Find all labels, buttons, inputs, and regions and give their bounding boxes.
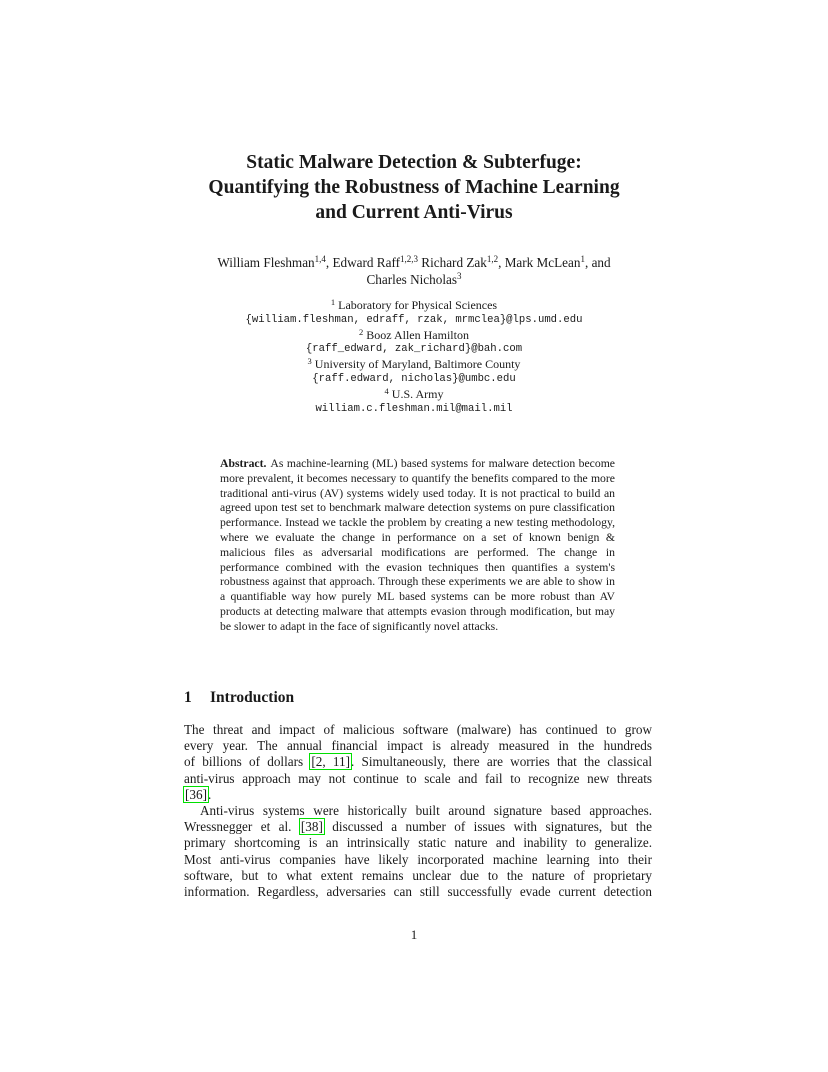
abstract-label: Abstract. <box>220 457 267 470</box>
paper-title <box>150 150 678 225</box>
section-heading <box>184 688 294 708</box>
author-affiliation-mark: 1,4 <box>314 254 326 264</box>
body-line: anti-virus approach may not continue to scale and fail to recognize new threats <box>184 770 652 786</box>
citation-link[interactable]: [36] <box>185 786 207 802</box>
title-line-3: and Current Anti-Virus <box>315 202 513 223</box>
abstract-text: As machine-learning (ML) based systems for malware detection become more prevalent, it becomes necessary to quantify the benefits compared to the more traditional anti-virus (AV) systems widely used today. It is not practical to build an agreed upon test set to benchmark malware detection systems on pure classification performance. Instead we tackle the problem by creating a new testing methodology, where we evaluate the change in performance on a set of known benign & malicious files as adversarial modifications are performed. The change in performance combined with the evasion techniques then quantifies a system's robustness against that approach. Through these experiments we are able to show in a quantifiable way how purely ML based systems can be more robust than AV products at detecting malware that attempts evasion through modification, but may be slower to adapt in the face of significantly novel attacks. <box>220 457 615 633</box>
section-title: Introduction <box>210 689 295 706</box>
title-line-2: Quantifying the Robustness of Machine Learning <box>208 177 620 198</box>
citation-link[interactable]: [2, 11] <box>311 754 350 770</box>
affiliation-org: $^1$ Laboratory for Physical Sciences <box>330 297 498 312</box>
author-name: Richard Zak <box>421 255 487 270</box>
citation-link[interactable]: [38] <box>300 819 323 835</box>
author-affiliation-mark: 1,2,3 <box>400 254 418 264</box>
page-number: 1 <box>410 927 418 942</box>
body-line: Wressnegger et al. [38] discussed a number of issues with signatures, but the <box>184 819 653 835</box>
author-name: Mark McLean <box>504 255 581 270</box>
section-number: 1 <box>184 689 192 706</box>
affiliation-email: {william.fleshman, edraff, rzak, mrmclea}@lps.umd.edu <box>245 313 583 326</box>
affiliation-email: william.c.fleshman.mil@mail.mil <box>315 402 513 415</box>
author-separator: , and <box>584 255 611 270</box>
affiliation-email: {raff_edward, zak_richard}@bah.com <box>305 343 523 356</box>
title-line-1: Static Malware Detection & Subterfuge: <box>246 152 582 173</box>
body-line: Anti-virus systems were historically built around signature based approaches. <box>200 802 652 818</box>
body-text <box>184 722 652 900</box>
author-affiliation-mark: 1 <box>580 254 585 264</box>
affiliation-number: 3 <box>307 356 312 367</box>
body-line: every year. The annual financial impact is already measured in the hundreds <box>184 738 652 754</box>
abstract <box>220 457 615 635</box>
author-affiliation-mark: 3 <box>456 271 462 281</box>
affiliation-number: 4 <box>384 385 389 396</box>
body-line: information. Regardless, adversaries can still successfully evade current detection <box>184 883 652 899</box>
affiliation-number: 1 <box>330 297 336 307</box>
affiliation-org: $^2$ Booz Allen Hamilton <box>359 326 469 342</box>
affiliation-org: $^4$ U.S. Army <box>384 385 444 401</box>
affiliation-number: 2 <box>359 326 364 337</box>
author-separator: , <box>325 255 333 270</box>
body-line: primary shortcoming is an intrinsically static nature and inability to generalize. <box>184 835 652 851</box>
body-line: Most anti-virus companies have likely incorporated machine learning into their <box>184 851 652 867</box>
body-line: software, but to what extent remains unclear due to the nature of proprietary <box>184 867 652 883</box>
author-separator: , <box>498 255 505 270</box>
body-line: The threat and impact of malicious software (malware) has continued to grow <box>184 722 652 737</box>
author-name: Charles Nicholas <box>366 272 457 287</box>
body-line: of billions of dollars [2, 11]. Simultaneously, there are worries that the classical <box>184 754 652 770</box>
author-name: William Fleshman <box>217 255 315 270</box>
author-affiliation-mark: 1,2 <box>486 254 499 264</box>
author-list <box>150 254 678 288</box>
body-line: [36]. <box>185 786 212 802</box>
affiliation-email: {raff.edward, nicholas}@umbc.edu <box>312 372 516 385</box>
affiliation-list <box>150 298 678 416</box>
author-name: Edward Raff <box>332 255 400 270</box>
affiliation-org: $^3$ University of Maryland, Baltimore County <box>307 356 521 372</box>
